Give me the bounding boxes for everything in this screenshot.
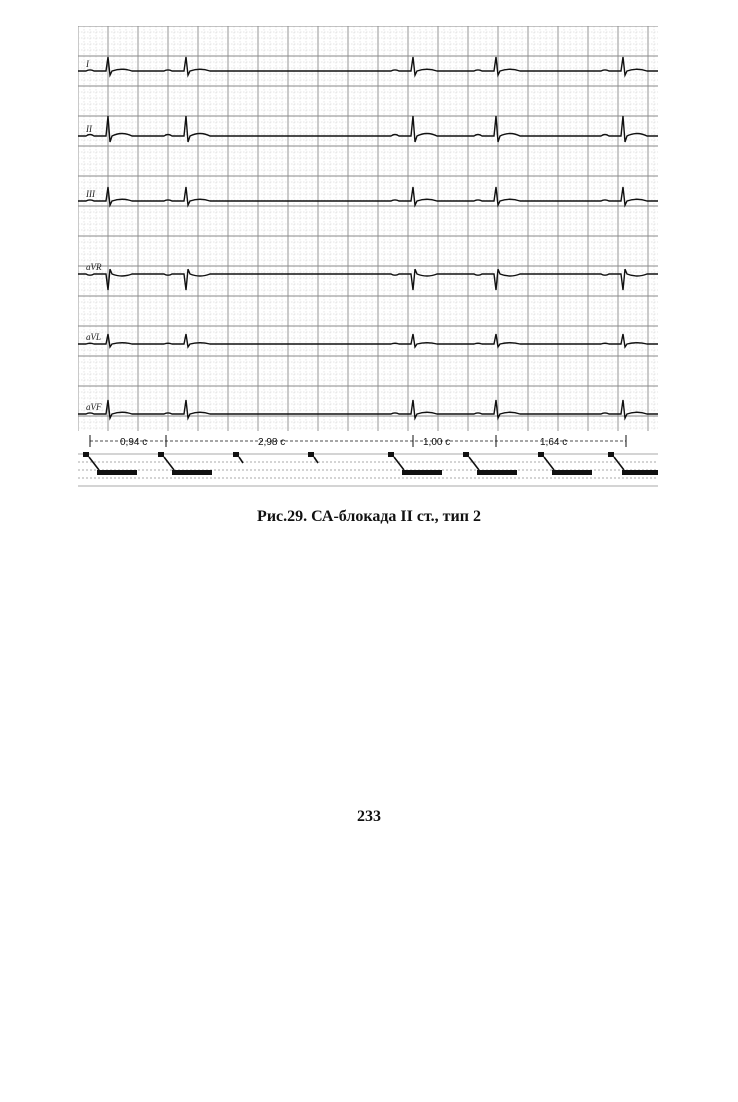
conduction-line: [89, 457, 99, 470]
conducted-segment: [172, 470, 212, 475]
ecg-strip: [78, 26, 658, 488]
sinus-impulse: [608, 452, 614, 457]
sinus-impulse: [388, 452, 394, 457]
ecg-trace: [78, 187, 658, 205]
ecg-traces: [78, 57, 658, 418]
sinus-impulse: [463, 452, 469, 457]
ecg-figure: [78, 26, 658, 488]
lead-label: I: [86, 59, 89, 69]
conduction-line: [469, 457, 479, 470]
lead-label: III: [86, 189, 95, 199]
sinus-impulse: [233, 452, 239, 457]
conducted-segment: [97, 470, 137, 475]
lead-label: II: [86, 124, 92, 134]
lead-label: aVR: [86, 262, 102, 272]
sinus-impulse: [538, 452, 544, 457]
conduction-line: [544, 457, 554, 470]
ecg-trace: [78, 269, 658, 290]
figure-caption: Рис.29. СА-блокада II ст., тип 2: [257, 508, 481, 525]
lead-label: aVF: [86, 402, 102, 412]
conducted-segment: [552, 470, 592, 475]
sinus-impulse: [158, 452, 164, 457]
conducted-segment: [477, 470, 517, 475]
ecg-trace: [78, 116, 658, 142]
interval-label: 1,00 с: [423, 437, 451, 448]
ecg-grid: [78, 26, 658, 431]
interval-label: 0,94 с: [120, 437, 148, 448]
ecg-trace: [78, 400, 658, 418]
lead-label: aVL: [86, 332, 102, 342]
interval-label: 1,64 с: [540, 437, 568, 448]
ecg-trace: [78, 334, 658, 347]
conducted-segment: [402, 470, 442, 475]
conduction-line: [164, 457, 174, 470]
conducted-segment: [622, 470, 658, 475]
sinus-impulse: [308, 452, 314, 457]
conduction-line: [614, 457, 624, 470]
conduction-ladder-diagram: [78, 452, 658, 486]
sinus-impulse: [83, 452, 89, 457]
page-number: 233: [357, 808, 381, 825]
interval-ruler: [90, 435, 626, 448]
ecg-trace: [78, 57, 658, 75]
interval-label: 2,98 с: [258, 437, 286, 448]
conduction-line: [394, 457, 404, 470]
lead-labels: [85, 59, 102, 412]
